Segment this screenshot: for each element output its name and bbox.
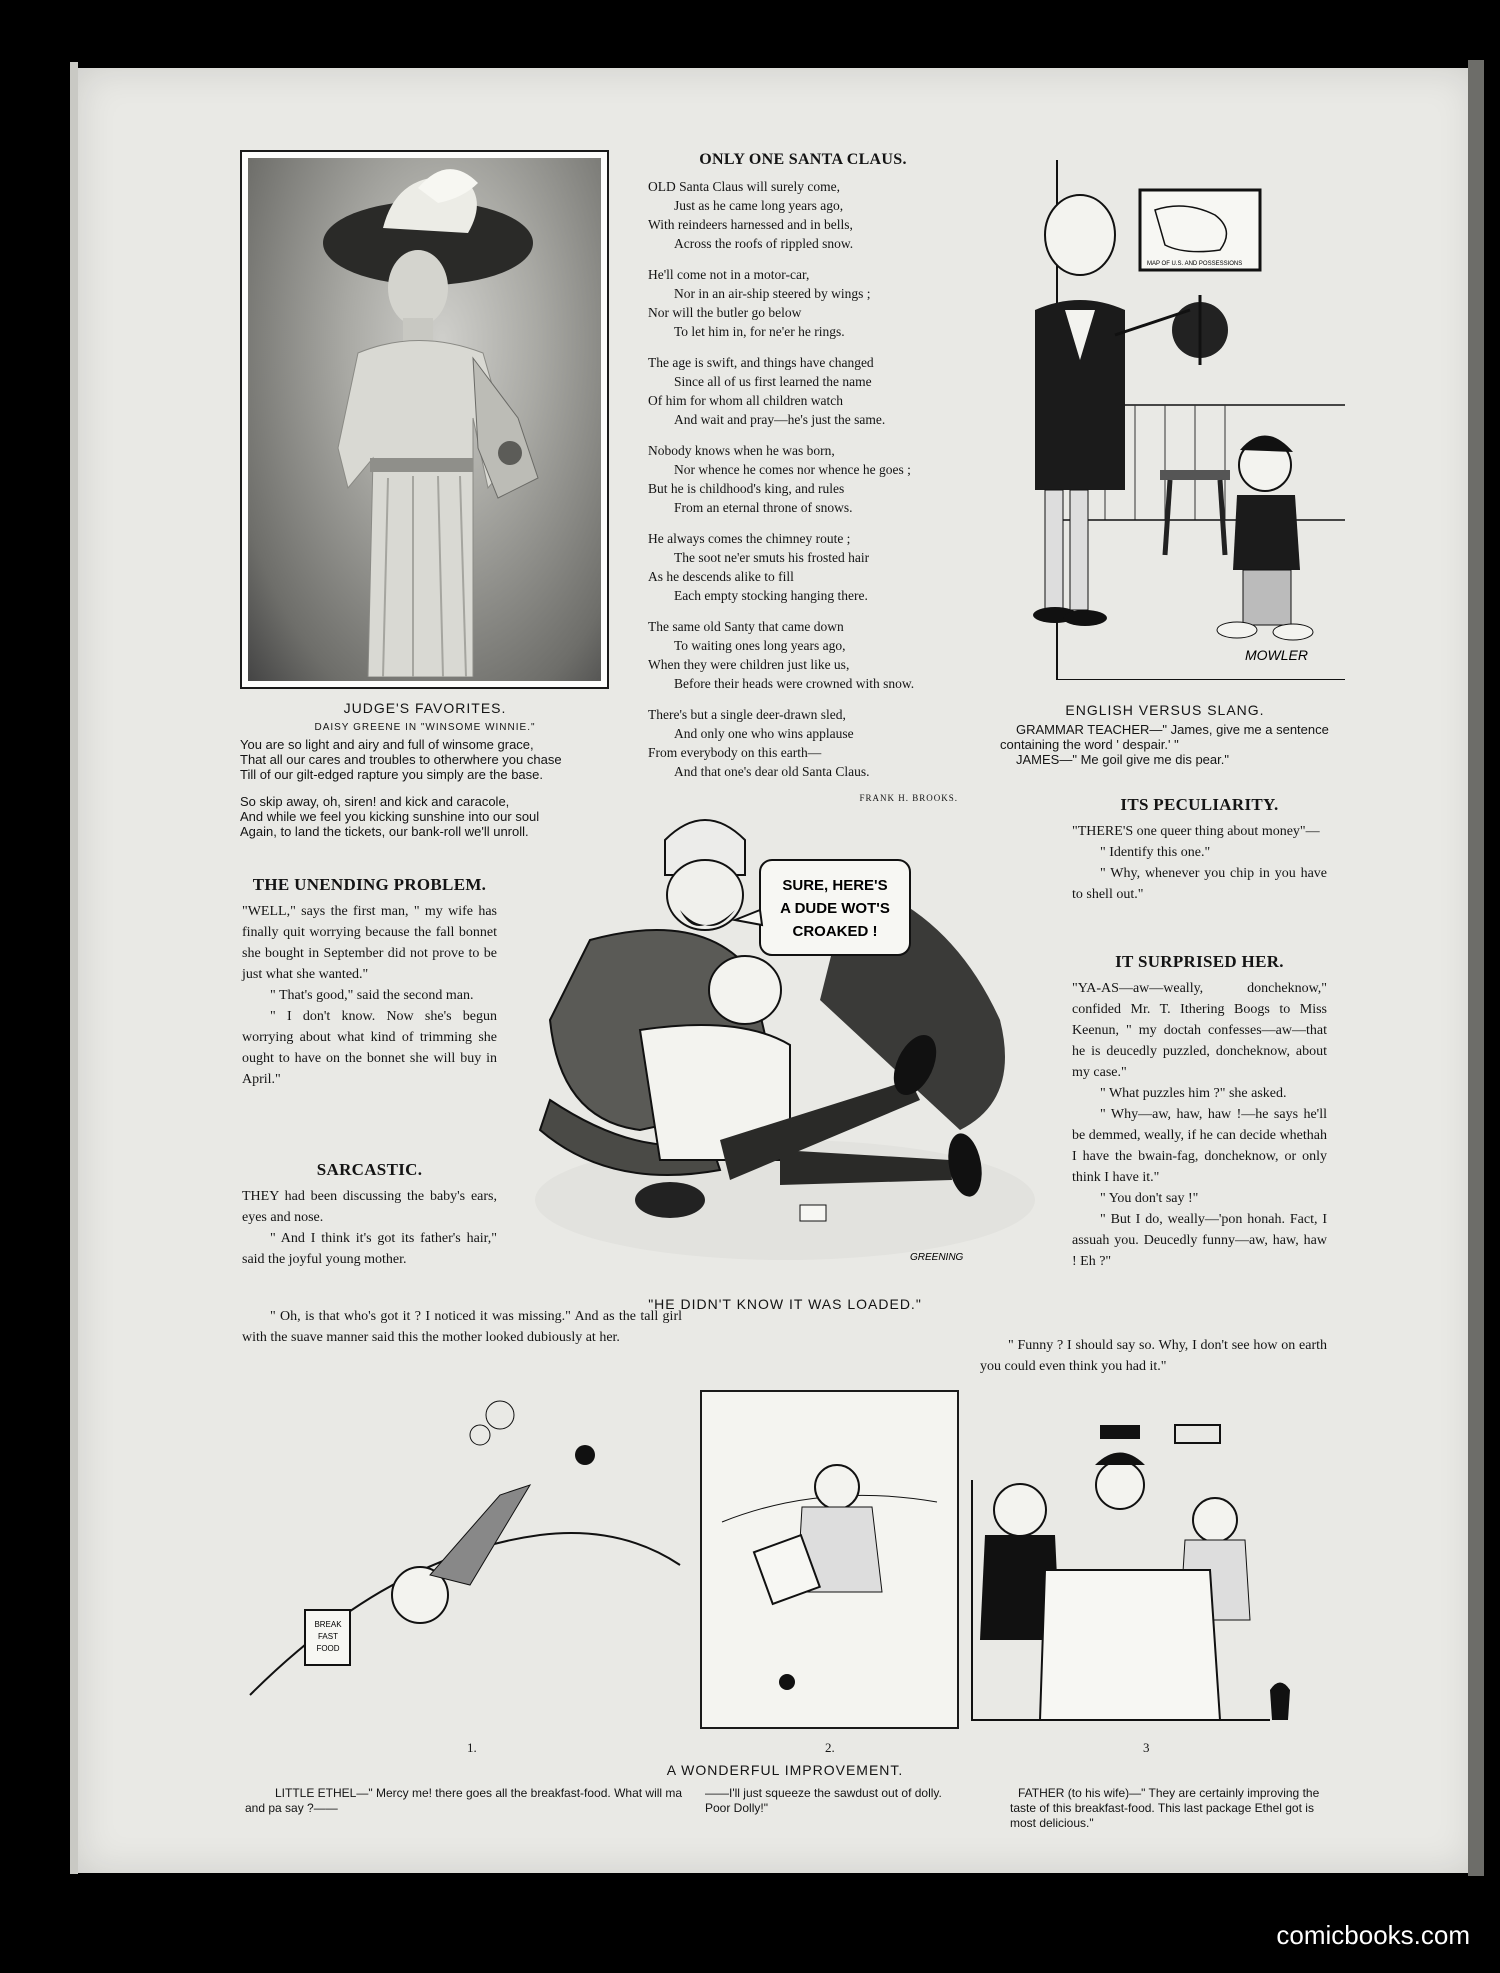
poem-line: Just as he came long years ago, bbox=[674, 198, 844, 213]
poem-line: The age is swift, and things have changed bbox=[648, 355, 874, 370]
strip-panel-3 bbox=[970, 1420, 1325, 1725]
poem-line: To waiting ones long years ago, bbox=[674, 638, 846, 653]
cartoon-caption: "HE DIDN'T KNOW IT WAS LOADED." bbox=[648, 1296, 922, 1312]
sarcastic-article bbox=[242, 1160, 497, 1270]
poem-stanza bbox=[648, 177, 958, 253]
speech-bubble-line: SURE, HERE'S bbox=[782, 877, 888, 894]
poem-line: Before their heads were crowned with snow. bbox=[674, 676, 915, 691]
poem-stanza bbox=[648, 353, 958, 429]
unending-problem-article bbox=[242, 875, 497, 1090]
poem-line: The same old Santy that came down bbox=[648, 619, 844, 634]
article-paragraph: "WELL," says the first man, " my wife has finally quit worrying because the fall bonnet she bought in September did not prove to be just what she wanted." bbox=[242, 904, 497, 982]
poem-line: Each empty stocking hanging there. bbox=[674, 588, 868, 603]
box-label-line: FOOD bbox=[316, 1644, 340, 1653]
poem-line: Nor will the butler go below bbox=[648, 305, 802, 320]
poem-stanza bbox=[648, 265, 958, 341]
surprised-title: IT SURPRISED HER. bbox=[1115, 952, 1284, 971]
strip-caption-2: ——I'll just squeeze the sawdust out of dolly. Poor Dolly!" bbox=[705, 1786, 942, 1815]
poem-line: Nor in an air-ship steered by wings ; bbox=[674, 286, 871, 301]
policeman-cartoon bbox=[520, 800, 1050, 1285]
speech-bubble-line: A DUDE WOT'S bbox=[780, 900, 890, 917]
article-paragraph: " You don't say !" bbox=[1100, 1191, 1199, 1206]
slang-artist-signature: MOWLER bbox=[1245, 647, 1308, 663]
peculiarity-article bbox=[1072, 795, 1327, 905]
speech-bubble-line: CROAKED ! bbox=[792, 923, 878, 940]
sarcastic-ending-paragraph: " Oh, is that who's got it ? I noticed it was missing." And as the tall girl with the suave manner said this the mother looked dubiously at her. bbox=[242, 1309, 682, 1345]
strip-panel-2 bbox=[700, 1390, 959, 1729]
poem-line: From an eternal throne of snows. bbox=[674, 500, 853, 515]
santa-poem-credit: FRANK H. BROOKS. bbox=[859, 793, 958, 803]
judges-favorites-title: JUDGE'S FAVORITES. bbox=[343, 700, 507, 716]
judges-favorites-verse-1 bbox=[240, 737, 610, 782]
poem-line: Since all of us first learned the name bbox=[674, 374, 872, 389]
poem-line: From everybody on this earth— bbox=[648, 745, 822, 760]
poem-line: And only one who wins applause bbox=[674, 726, 854, 741]
article-paragraph: " Why, whenever you chip in you have to shell out." bbox=[1072, 866, 1327, 902]
strip-caption-3: FATHER (to his wife)—" They are certainly improving the taste of this breakfast-food. This last package Ethel got is most delicious." bbox=[1010, 1786, 1320, 1830]
poem-line: There's but a single deer-drawn sled, bbox=[648, 707, 846, 722]
article-paragraph: " What puzzles him ?" she asked. bbox=[1100, 1086, 1287, 1101]
cartoon-artist-signature: GREENING bbox=[910, 1252, 964, 1263]
ethel-falling-illustration bbox=[240, 1395, 690, 1725]
verse-line: That all our cares and troubles to otherwhere you chase bbox=[240, 752, 562, 767]
poem-stanza bbox=[648, 529, 958, 605]
slang-title: ENGLISH VERSUS SLANG. bbox=[1065, 702, 1265, 718]
slang-caption bbox=[1000, 702, 1330, 767]
strip-title: A WONDERFUL IMPROVEMENT. bbox=[666, 1762, 904, 1778]
page-left-edge bbox=[70, 62, 78, 1874]
article-paragraph: "YA-AS—aw—weally, doncheknow," confided Mr. T. Ithering Boogs to Miss Keenun, " my doctah confesses—aw—that he is deucedly puzzled, doncheknow, about my case." bbox=[1072, 981, 1327, 1080]
strip-panel-number: 2. bbox=[825, 1740, 835, 1755]
article-paragraph: " Identify this one." bbox=[1100, 845, 1211, 860]
actress-photo bbox=[240, 150, 609, 689]
map-label: MAP OF U.S. AND POSSESSIONS bbox=[1147, 261, 1243, 267]
slang-caption-teacher: GRAMMAR TEACHER—" James, give me a sentence containing the word ' despair.' " bbox=[1000, 722, 1329, 752]
article-paragraph: THEY had been discussing the baby's ears, eyes and nose. bbox=[242, 1189, 497, 1225]
article-paragraph: " I don't know. Now she's begun worrying about what kind of trimming she ought to have on the bonnet she will buy in April." bbox=[242, 1009, 497, 1087]
unending-problem-title: THE UNENDING PROBLEM. bbox=[252, 875, 487, 894]
actress-illustration bbox=[248, 158, 597, 677]
slang-cartoon bbox=[975, 160, 1345, 680]
santa-poem-title: ONLY ONE SANTA CLAUS. bbox=[699, 151, 907, 168]
teacher-and-boy-illustration bbox=[975, 160, 1345, 680]
box-label-line: FAST bbox=[317, 1632, 339, 1641]
strip-panel-number: 3 bbox=[1143, 1740, 1150, 1755]
verse-line: Till of our gilt-edged rapture you simply are the base. bbox=[240, 767, 544, 782]
poem-line: OLD Santa Claus will surely come, bbox=[648, 179, 840, 194]
poem-line: To let him in, for ne'er he rings. bbox=[674, 324, 845, 339]
article-paragraph: " Why—aw, haw, haw !—he says he'll be demmed, weally, if he can decide whethah I have the bwain-fag, doncheknow, or only think I have it." bbox=[1072, 1107, 1327, 1185]
site-watermark: comicbooks.com bbox=[1276, 1920, 1470, 1950]
strip-panel-1 bbox=[240, 1395, 690, 1725]
surprised-ending-paragraph: " Funny ? I should say so. Why, I don't see how on earth you could even think you had it." bbox=[980, 1338, 1327, 1374]
policeman-and-dude-illustration bbox=[520, 800, 1050, 1285]
strip-panel-number: 1. bbox=[467, 1740, 477, 1755]
poem-line: He'll come not in a motor-car, bbox=[648, 267, 810, 282]
verse-line: So skip away, oh, siren! and kick and caracole, bbox=[240, 794, 510, 809]
verse-line: You are so light and airy and full of winsome grace, bbox=[240, 737, 534, 752]
article-paragraph: "THERE'S one queer thing about money"— bbox=[1072, 824, 1320, 839]
ethel-with-doll-illustration bbox=[702, 1392, 957, 1727]
poem-stanza bbox=[648, 441, 958, 517]
family-breakfast-illustration bbox=[970, 1420, 1325, 1725]
judges-favorites-subtitle: DAISY GREENE IN "WINSOME WINNIE." bbox=[314, 722, 536, 733]
poem-stanza bbox=[648, 617, 958, 693]
poem-line: When they were children just like us, bbox=[648, 657, 850, 672]
poem-line: With reindeers harnessed and in bells, bbox=[648, 217, 853, 232]
article-paragraph: " And I think it's got its father's hair," said the joyful young mother. bbox=[242, 1231, 497, 1267]
poem-line: He always comes the chimney route ; bbox=[648, 531, 851, 546]
page-spine bbox=[1468, 60, 1484, 1876]
box-label-line: BREAK bbox=[314, 1620, 342, 1629]
poem-line: Nobody knows when he was born, bbox=[648, 443, 835, 458]
poem-line: And wait and pray—he's just the same. bbox=[674, 412, 886, 427]
poem-line: As he descends alike to fill bbox=[648, 569, 794, 584]
poem-line: But he is childhood's king, and rules bbox=[648, 481, 845, 496]
poem-stanza bbox=[648, 705, 958, 781]
article-paragraph: " That's good," said the second man. bbox=[270, 988, 474, 1003]
poem-line: Across the roofs of rippled snow. bbox=[674, 236, 854, 251]
sarcastic-title: SARCASTIC. bbox=[316, 1160, 423, 1179]
surprised-article bbox=[1072, 952, 1327, 1272]
peculiarity-title: ITS PECULIARITY. bbox=[1120, 795, 1279, 814]
poem-line: And that one's dear old Santa Claus. bbox=[674, 764, 870, 779]
poem-line: Of him for whom all children watch bbox=[648, 393, 843, 408]
article-paragraph: " But I do, weally—'pon honah. Fact, I assuah you. Deucedly funny—aw, haw, haw ! Eh ?" bbox=[1072, 1212, 1327, 1269]
santa-claus-poem bbox=[648, 150, 958, 808]
strip-caption-1: LITTLE ETHEL—" Mercy me! there goes all the breakfast-food. What will ma and pa say ?—— bbox=[245, 1786, 683, 1815]
verse-line: And while we feel you kicking sunshine into our soul bbox=[240, 809, 540, 824]
verse-line: Again, to land the tickets, our bank-roll we'll unroll. bbox=[240, 824, 529, 839]
slang-caption-james: JAMES—" Me goil give me dis pear." bbox=[1016, 752, 1229, 767]
poem-line: The soot ne'er smuts his frosted hair bbox=[674, 550, 870, 565]
poem-line: Nor whence he comes nor whence he goes ; bbox=[674, 462, 911, 477]
